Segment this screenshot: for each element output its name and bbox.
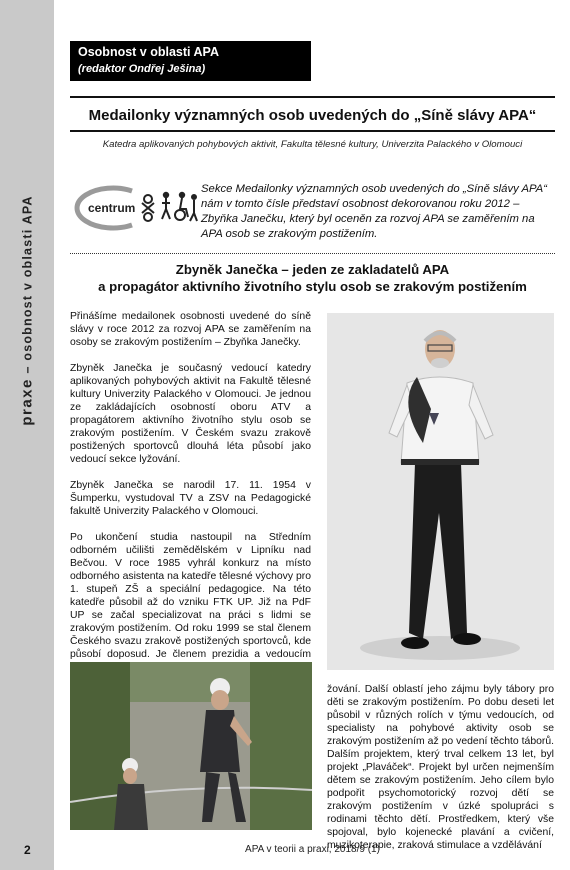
top-rule xyxy=(70,96,555,98)
portrait-photo xyxy=(327,313,554,670)
section-header xyxy=(70,41,311,81)
sidebar-label xyxy=(0,0,54,870)
subtitle-line-2: a propagátor aktivního životního stylu osob se zrakovým postižením xyxy=(98,279,527,294)
paragraph-3: Zbyněk Janečka se narodil 17. 11. 1954 v Šumperku, vystudoval TV a ZSV na Pedagogické fakultě Univerzity Palackého v Olomouci. xyxy=(70,480,311,517)
paragraph-4: Po ukončení studia nastoupil na Středním odborném učilišti zemědělském v Lipníku nad Bečvou. V roce 1985 vyhrál konkurz na místo odborného asistenta na katedře tělesné výchovy pro 1. stupeň ZŠ a speciální pedagogice. Na této katedře působil až do vzniku FTK UP. Již na PdF UP se začal specializovat na práci s lidmi se zrakovým postižením. Od roku 1999 se stal členem Českého svazu zrakově postižených sportovců, kde působí doposud. Je členem prezidia a vedoucím xyxy=(70,532,311,660)
sidebar-label-bold: praxe xyxy=(18,378,36,426)
subtitle-line-1: Zbyněk Janečka – jeden ze zakladatelů APA xyxy=(175,262,450,277)
right-paragraph: žování. Další oblastí jeho zájmu byly tábory pro děti se zrakovým postižením. Po dobu deseti let působil v různých rolích v týmu vedoucích, od specialisty na pohybové aktivity osob se zrakovým postižením až po vedení těchto táborů. Dalším projektem, který trval celkem 13 let, byl projekt „Plaváček“. Projekt byl určen nejmenším dětem se zrakovým postižením. Jeho cílem bylo podpořit psychomotorický rozvoj dětí se zrakovým postižením v úzké spolupráci s rodinami těchto dětí. Prostředkem, který vše spojoval, bylo kojenecké plavání a cvičení, muzikoterapie, zraková stimulace a vzdělávání xyxy=(327,684,554,851)
section-editor: (redaktor Ondřej Ješina) xyxy=(78,63,206,75)
sidebar-label-rest: – osobnost v oblasti APA xyxy=(20,195,35,379)
climbing-photo xyxy=(70,662,312,830)
right-column xyxy=(327,683,554,852)
journal-footer: APA v teorii a praxi, 2018/9 (1) xyxy=(245,844,380,855)
article-subtitle xyxy=(70,261,555,295)
article-title: Medailonky významných osob uvedených do „Síně slávy APA“ xyxy=(88,107,537,124)
page-number: 2 xyxy=(24,843,31,857)
dotted-divider xyxy=(70,253,555,254)
section-title: Osobnost v oblasti APA xyxy=(78,45,219,59)
left-column xyxy=(70,310,311,687)
centrum-logo xyxy=(70,183,198,233)
paragraph-2: Zbyněk Janečka je současný vedoucí katedry aplikovaných pohybových aktivit na Fakultě tělesné kultury Univerzity Palackého v Olomouci. Je jednou ze zakládajících osobností oboru ATV a propagátorem aktivního životního stylu osob se zrakovým postižením. V Českém svazu zrakově postižených sportovců dlouhá léta působí jako vedoucí sekce lyžování. xyxy=(70,363,311,465)
paragraph-1: Přinášíme medailonek osobnosti uvedené do síně slávy v roce 2012 za rozvoj APA se zaměřením na osoby se zrakovým postižením – Zbyňka Janečky. xyxy=(70,311,311,348)
logo-figures-icon xyxy=(142,193,197,221)
logo-text: centrum xyxy=(88,201,136,215)
intro-text: Sekce Medailonky významných osob uvedených do „Síně slávy APA“ nám v tomto čísle představí osobnost dekorovanou roku 2012 – Zbyňka Janečku, který byl oceněn za rozvoj APA se zaměřením na APA osob se zrakovým postižením. xyxy=(201,183,547,240)
article-affiliation: Katedra aplikovaných pohybových aktivit, Fakulta tělesné kultury, Univerzita Palackého v Olomouci xyxy=(102,139,523,150)
title-rule xyxy=(70,130,555,132)
